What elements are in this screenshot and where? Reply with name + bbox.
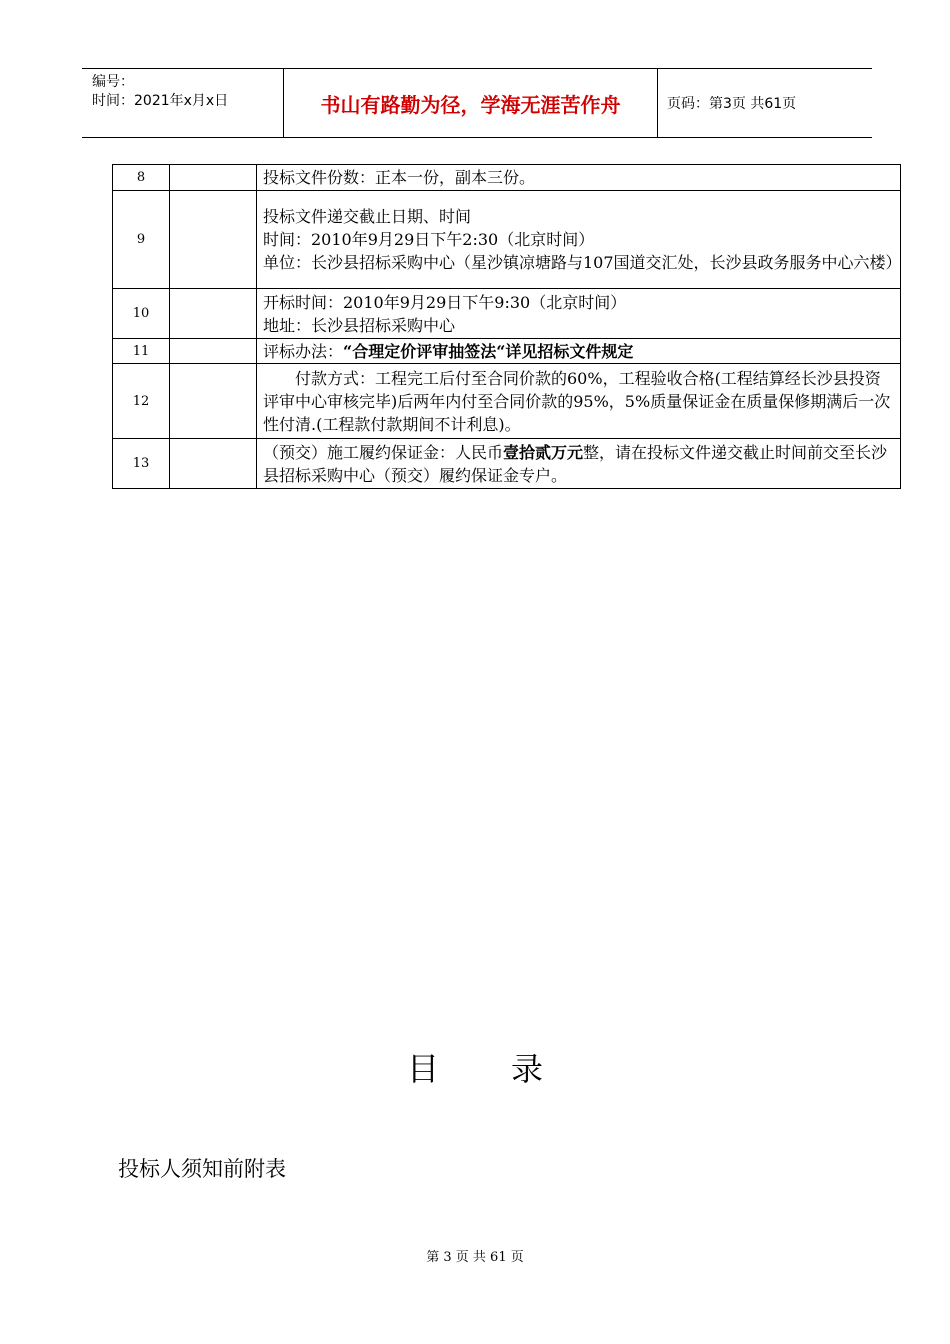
- row-number: 9: [113, 191, 170, 289]
- number-label: 编号：: [92, 74, 134, 90]
- row-blank-cell: [170, 339, 257, 364]
- row-blank-cell: [170, 165, 257, 191]
- row-blank-cell: [170, 439, 257, 489]
- table-row: [113, 289, 901, 339]
- header-meta: [82, 69, 284, 137]
- table-row: [113, 339, 901, 364]
- row-number: 13: [113, 439, 170, 489]
- row-blank-cell: [170, 289, 257, 339]
- header-motto: 书山有路勤为径，学海无涯苦作舟: [284, 69, 658, 137]
- row-number: 10: [113, 289, 170, 339]
- row-number: 12: [113, 364, 170, 439]
- time-label: 时间：2021年x月x日: [92, 93, 229, 109]
- page-footer: 第 3 页 共 61 页: [426, 1250, 524, 1265]
- row-content: （预交）施工履约保证金：人民币壹拾贰万元整，请在投标文件递交截止时间前交至长沙县招标采购中心（预交）履约保证金专户。: [257, 439, 901, 489]
- table-row: [113, 165, 901, 191]
- table-row: [113, 191, 901, 289]
- deposit-amount: 壹拾贰万元: [503, 442, 584, 462]
- row-content: 付款方式：工程完工后付至合同价款的60%，工程验收合格(工程结算经长沙县投资评审中心审核完毕)后两年内付至合同价款的95%，5%质量保证金在质量保修期满后一次性付清.(工程款付款期间不计利息)。: [257, 364, 901, 439]
- toc-title: 目 录: [406, 1050, 544, 1088]
- row-content: 投标文件递交截止日期、时间 时间：2010年9月29日下午2:30（北京时间） 单位：长沙县招标采购中心（星沙镇凉塘路与107国道交汇处，长沙县政务服务中心六楼）: [257, 191, 901, 289]
- eval-method: “合理定价评审抽签法“详见招标文件规定: [343, 341, 634, 361]
- row-content: 开标时间：2010年9月29日下午9:30（北京时间） 地址：长沙县招标采购中心: [257, 289, 901, 339]
- row-blank-cell: [170, 364, 257, 439]
- row-content: 投标文件份数：正本一份，副本三份。: [257, 165, 901, 191]
- row-number: 11: [113, 339, 170, 364]
- row-blank-cell: [170, 191, 257, 289]
- bid-info-table: [112, 164, 901, 489]
- table-row: [113, 364, 901, 439]
- table-row: [113, 439, 901, 489]
- row-number: 8: [113, 165, 170, 191]
- row-content: 评标办法：“合理定价评审抽签法“详见招标文件规定: [257, 339, 901, 364]
- toc-item[interactable]: 投标人须知前附表: [118, 1157, 286, 1181]
- header-page-info: 页码：第3页 共61页: [667, 96, 797, 112]
- page-header: [82, 68, 872, 138]
